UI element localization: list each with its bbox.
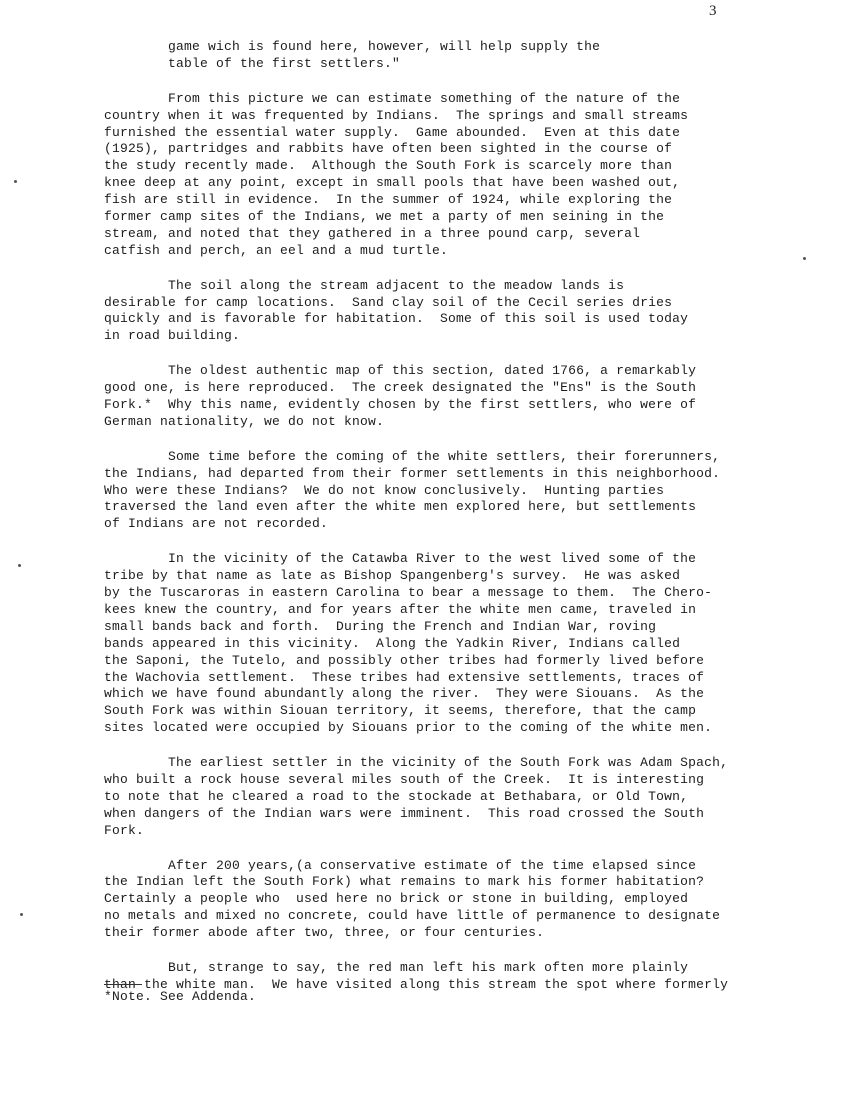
text-line: to note that he cleared a road to the stockade at Bethabara, or Old Town, xyxy=(104,788,689,804)
text-line: But, strange to say, the red man left his mark often more plainly xyxy=(104,959,689,975)
text-line: The oldest authentic map of this section, dated 1766, a remarkably xyxy=(104,363,697,379)
paragraph xyxy=(104,363,764,431)
page-body xyxy=(104,39,764,1012)
text-line: kees knew the country, and for years after the white men came, traveled in xyxy=(104,601,697,617)
text-line: German nationality, we do not know. xyxy=(104,413,385,429)
text-line: fish are still in evidence. In the summer of 1924, while exploring the xyxy=(104,192,673,208)
text-line: the Wachovia settlement. These tribes had extensive settlements, traces of xyxy=(104,669,705,685)
text-line: table of the first settlers." xyxy=(104,55,401,71)
paragraph xyxy=(104,755,764,839)
footnote-rule xyxy=(104,984,142,985)
text-line: South Fork was within Siouan territory, it seems, therefore, that the camp xyxy=(104,703,697,719)
text-line: no metals and mixed no concrete, could have little of permanence to designate xyxy=(104,908,721,924)
text-line: when dangers of the Indian wars were imminent. This road crossed the South xyxy=(104,805,705,821)
paragraph xyxy=(104,858,764,942)
text-line: desirable for camp locations. Sand clay soil of the Cecil series dries xyxy=(104,294,673,310)
text-line: Fork. xyxy=(104,822,145,838)
text-line: In the vicinity of the Catawba River to the west lived some of the xyxy=(104,551,697,567)
text-line: furnished the essential water supply. Game abounded. Even at this date xyxy=(104,124,681,140)
text-line: The earliest settler in the vicinity of the South Fork was Adam Spach, xyxy=(104,755,729,771)
text-line: small bands back and forth. During the French and Indian War, roving xyxy=(104,618,657,634)
page-number: 3 xyxy=(709,3,717,19)
text-line: catfish and perch, an eel and a mud turtle. xyxy=(104,242,449,258)
text-line: The soil along the stream adjacent to the meadow lands is xyxy=(104,277,625,293)
text-line: bands appeared in this vicinity. Along the Yadkin River, Indians called xyxy=(104,635,681,651)
text-line: by the Tuscaroras in eastern Carolina to bear a message to them. The Chero- xyxy=(104,585,713,601)
text-line: (1925), partridges and rabbits have often been sighted in the course of xyxy=(104,141,673,157)
text-line: the study recently made. Although the South Fork is scarcely more than xyxy=(104,158,673,174)
text-line: the Indian left the South Fork) what remains to mark his former habitation? xyxy=(104,874,705,890)
text-line: the Saponi, the Tutelo, and possibly other tribes had formerly lived before xyxy=(104,652,705,668)
text-line: game wich is found here, however, will help supply the xyxy=(104,39,601,54)
text-line: stream, and noted that they gathered in a three pound carp, several xyxy=(104,225,641,241)
text-line: the Indians, had departed from their former settlements in this neighborhood. xyxy=(104,465,721,481)
paragraph xyxy=(104,551,764,737)
text-line: in road building. xyxy=(104,328,241,344)
text-line: knee deep at any point, except in small pools that have been washed out, xyxy=(104,175,681,191)
text-line: traversed the land even after the white men explored here, but settlements xyxy=(104,499,697,515)
text-line: country when it was frequented by Indians. The springs and small streams xyxy=(104,107,689,123)
text-line: Fork.* Why this name, evidently chosen by the first settlers, who were of xyxy=(104,397,697,413)
text-line: After 200 years,(a conservative estimate of the time elapsed since xyxy=(104,857,697,873)
text-line: their former abode after two, three, or four centuries. xyxy=(104,925,545,941)
text-line: of Indians are not recorded. xyxy=(104,516,329,532)
text-line: Some time before the coming of the white settlers, their forerunners, xyxy=(104,448,721,464)
text-line: Certainly a people who used here no brick or stone in building, employed xyxy=(104,891,689,907)
paragraph xyxy=(104,449,764,533)
margin-mark xyxy=(18,564,21,567)
text-line: tribe by that name as late as Bishop Spangenberg's survey. He was asked xyxy=(104,568,681,584)
paragraph xyxy=(104,278,764,346)
paragraph xyxy=(104,39,764,73)
text-line: who built a rock house several miles south of the Creek. It is interesting xyxy=(104,771,705,787)
margin-mark xyxy=(20,913,23,916)
text-line: quickly and is favorable for habitation. Some of this soil is used today xyxy=(104,311,689,327)
text-line: sites located were occupied by Siouans prior to the coming of the white men. xyxy=(104,720,713,736)
text-line: From this picture we can estimate something of the nature of the xyxy=(104,90,681,106)
paragraph xyxy=(104,91,764,260)
margin-mark xyxy=(14,180,17,183)
margin-mark xyxy=(803,257,806,260)
text-line: Who were these Indians? We do not know conclusively. Hunting parties xyxy=(104,482,665,498)
text-line: good one, is here reproduced. The creek designated the "Ens" is the South xyxy=(104,380,697,396)
text-line: which we have found abundantly along the river. They were Siouans. As the xyxy=(104,686,705,702)
footnote: *Note. See Addenda. xyxy=(104,989,257,1004)
text-line: than the white man. We have visited along this stream the spot where formerly xyxy=(104,976,729,992)
text-line: former camp sites of the Indians, we met a party of men seining in the xyxy=(104,209,665,225)
